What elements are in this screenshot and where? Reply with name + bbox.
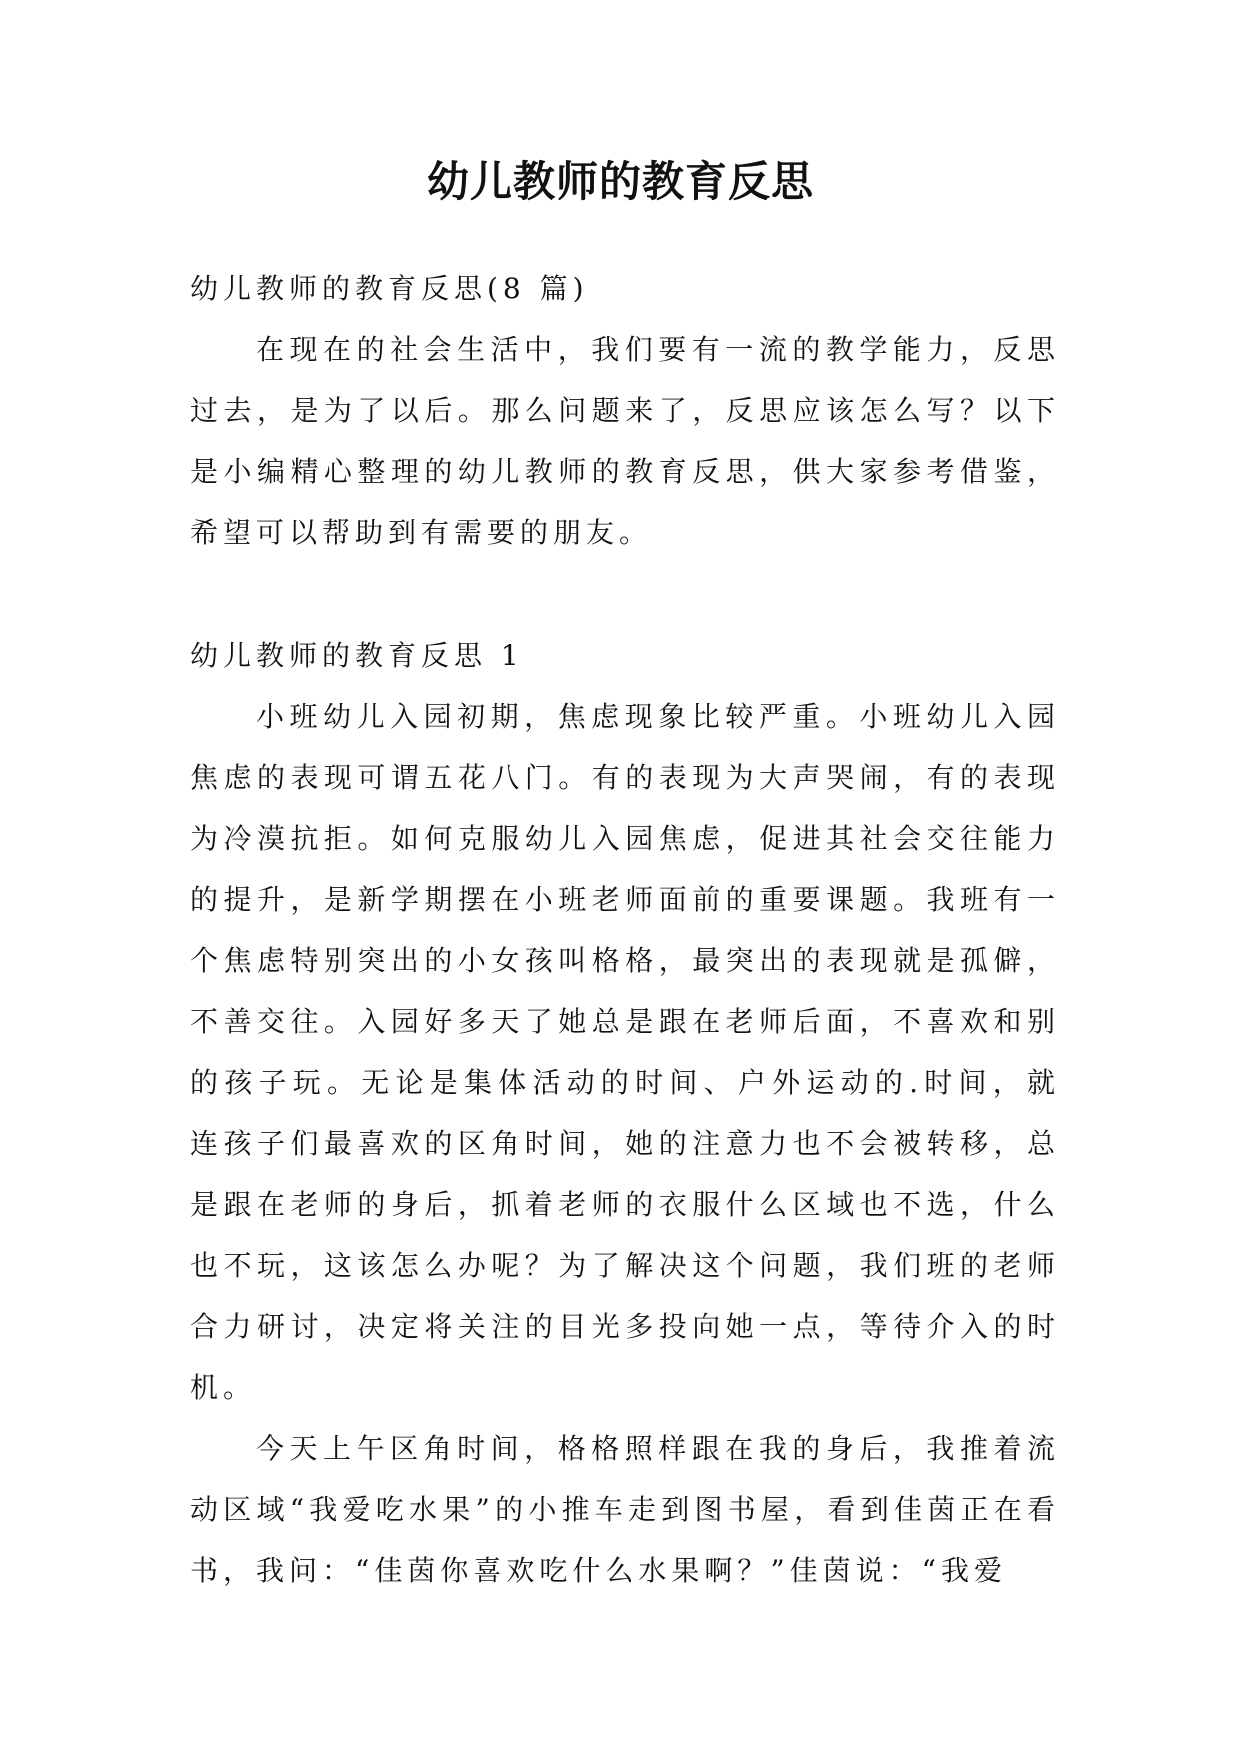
body-paragraph: 小班幼儿入园初期，焦虑现象比较严重。小班幼儿入园焦虑的表现可谓五花八门。有的表现为大声哭闹，有的表现为冷漠抗拒。如何克服幼儿入园焦虑，促进其社会交往能力的提升，是新学期摆在小班老师面前的重要课题。我班有一个焦虑特别突出的小女孩叫格格，最突出的表现就是孤僻，不善交往。入园好多天了她总是跟在老师后面，不喜欢和别的孩子玩。无论是集体活动的时间、户外运动的.时间，就连孩子们最喜欢的区角时间，她的注意力也不会被转移，总是跟在老师的身后，抓着老师的衣服什么区域也不选，什么也不玩，这该怎么办呢？为了解决这个问题，我们班的老师合力研讨，决定将关注的目光多投向她一点，等待介入的时机。 <box>190 700 1060 1404</box>
document-title: 幼儿教师的教育反思 <box>426 157 814 206</box>
body-paragraph: 今天上午区角时间，格格照样跟在我的身后，我推着流动区域“我爱吃水果”的小推车走到图书屋，看到佳茵正在看书，我问：“佳茵你喜欢吃什么水果啊？”佳茵说：“我爱 <box>190 1432 1060 1587</box>
document-body <box>190 258 1060 1601</box>
document-subtitle: 幼儿教师的教育反思(8 篇) <box>190 272 589 305</box>
intro-paragraph: 在现在的社会生活中，我们要有一流的教学能力，反思过去，是为了以后。那么问题来了，反思应该怎么写？以下是小编精心整理的幼儿教师的教育反思，供大家参考借鉴，希望可以帮助到有需要的朋友。 <box>190 333 1060 549</box>
section-heading: 幼儿教师的教育反思 1 <box>190 639 524 672</box>
